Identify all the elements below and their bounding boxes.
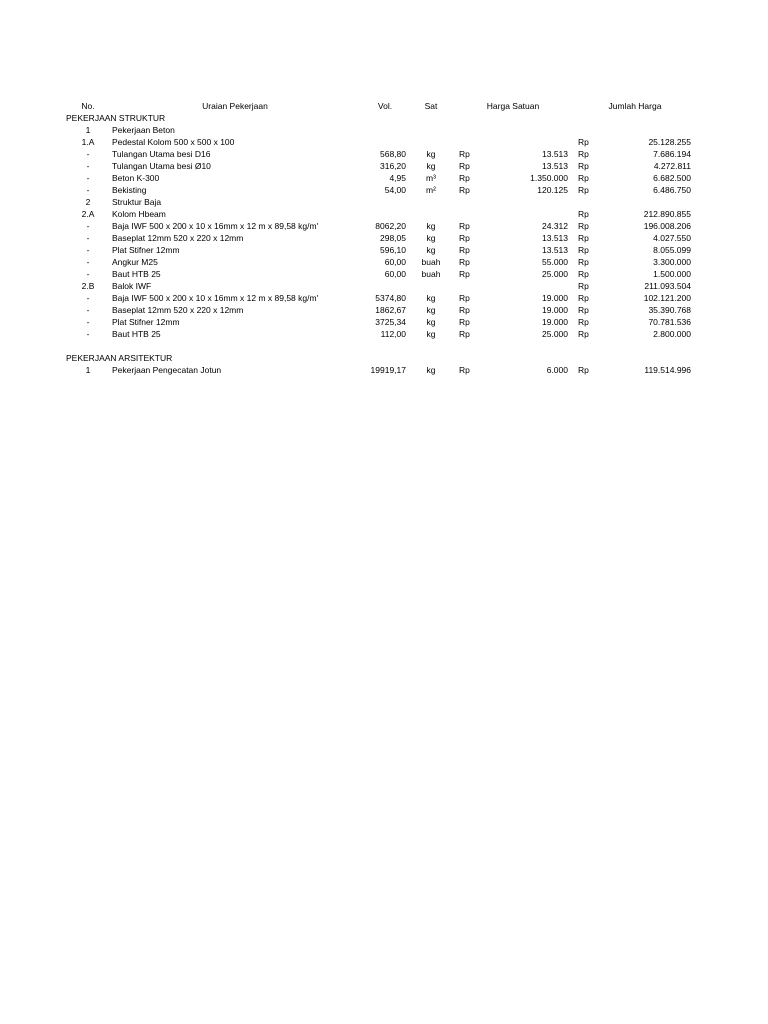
row-currency-total: Rp xyxy=(578,137,589,147)
row-volume: 19919,17 xyxy=(370,365,406,375)
row-total-price: 196.008.206 xyxy=(643,221,691,231)
section-title-row xyxy=(0,352,768,364)
row-volume: 8062,20 xyxy=(375,221,406,231)
table-row xyxy=(0,148,768,160)
table-row xyxy=(0,256,768,268)
row-no: - xyxy=(86,221,90,231)
table-body xyxy=(0,112,768,376)
table-row xyxy=(0,160,768,172)
row-description: Angkur M25 xyxy=(112,257,158,267)
row-no: - xyxy=(86,317,90,327)
row-currency-unit-price: Rp xyxy=(459,329,470,339)
row-volume: 4,95 xyxy=(389,173,406,183)
row-unit-price: 13.513 xyxy=(542,233,568,243)
row-description: Pekerjaan Pengecatan Jotun xyxy=(112,365,222,375)
table-row xyxy=(0,124,768,136)
row-no: 2 xyxy=(85,197,91,207)
table-row xyxy=(0,232,768,244)
row-currency-total: Rp xyxy=(578,317,589,327)
row-total-price: 1.500.000 xyxy=(653,269,691,279)
table-row xyxy=(0,196,768,208)
row-total-price: 102.121.200 xyxy=(643,293,691,303)
row-description: Struktur Baja xyxy=(112,197,162,207)
row-total-price: 212.890.855 xyxy=(643,209,691,219)
row-no: 1.A xyxy=(81,137,95,147)
row-currency-unit-price: Rp xyxy=(459,185,470,195)
row-total-price: 119.514.996 xyxy=(644,365,691,375)
row-volume: 5374,80 xyxy=(375,293,406,303)
row-no: - xyxy=(86,161,90,171)
row-no: 2.B xyxy=(81,281,95,291)
row-currency-total: Rp xyxy=(578,149,589,159)
row-no: - xyxy=(86,293,90,303)
row-currency-unit-price: Rp xyxy=(459,245,470,255)
row-description: Balok IWF xyxy=(112,281,152,291)
section-spacer xyxy=(0,340,768,352)
header-no: No. xyxy=(81,101,95,111)
row-total-price: 3.300.000 xyxy=(653,257,691,267)
row-currency-unit-price: Rp xyxy=(459,269,470,279)
row-volume: 54,00 xyxy=(384,185,406,195)
section-title: PEKERJAAN STRUKTUR xyxy=(66,113,166,123)
row-total-price: 2.800.000 xyxy=(653,329,691,339)
table-row xyxy=(0,364,768,376)
row-no: - xyxy=(86,257,90,267)
table-row xyxy=(0,268,768,280)
row-no: - xyxy=(86,185,90,195)
row-no: - xyxy=(86,233,90,243)
row-unit: m³ xyxy=(426,173,436,183)
row-volume: 112,00 xyxy=(380,329,406,339)
row-currency-unit-price: Rp xyxy=(459,293,470,303)
row-currency-total: Rp xyxy=(578,173,589,183)
row-volume: 1862,67 xyxy=(375,305,406,315)
header-sat: Sat xyxy=(424,101,438,111)
header-harga-satuan: Harga Satuan xyxy=(486,101,540,111)
row-unit-price: 19.000 xyxy=(542,305,568,315)
row-unit: buah xyxy=(421,257,441,267)
row-unit: kg xyxy=(426,161,436,171)
row-currency-unit-price: Rp xyxy=(459,149,470,159)
table-row xyxy=(0,244,768,256)
row-unit-price: 19.000 xyxy=(542,317,568,327)
row-description: Kolom Hbeam xyxy=(112,209,166,219)
row-total-price: 6.682.500 xyxy=(653,173,691,183)
row-unit-price: 25.000 xyxy=(542,329,568,339)
table-row xyxy=(0,316,768,328)
row-total-price: 6.486.750 xyxy=(653,185,691,195)
table-row xyxy=(0,172,768,184)
row-unit: kg xyxy=(426,317,436,327)
row-currency-total: Rp xyxy=(578,365,589,375)
row-currency-total: Rp xyxy=(578,185,589,195)
table-row xyxy=(0,220,768,232)
row-description: Bekisting xyxy=(112,185,147,195)
row-no: - xyxy=(86,269,90,279)
row-unit: kg xyxy=(426,329,436,339)
row-description: Baut HTB 25 xyxy=(112,329,161,339)
row-currency-total: Rp xyxy=(578,305,589,315)
row-unit-price: 13.513 xyxy=(542,245,568,255)
header-vol: Vol. xyxy=(377,101,393,111)
row-no: 2.A xyxy=(81,209,95,219)
row-volume: 298,05 xyxy=(380,233,406,243)
row-currency-total: Rp xyxy=(578,161,589,171)
row-unit: kg xyxy=(426,293,436,303)
row-currency-unit-price: Rp xyxy=(459,161,470,171)
row-total-price: 70.781.536 xyxy=(648,317,691,327)
row-description: Plat Stifner 12mm xyxy=(112,245,180,255)
row-no: 1 xyxy=(85,365,91,375)
row-currency-unit-price: Rp xyxy=(459,257,470,267)
row-volume: 3725,34 xyxy=(375,317,406,327)
table-row xyxy=(0,184,768,196)
row-unit-price: 6.000 xyxy=(546,365,568,375)
row-description: Baut HTB 25 xyxy=(112,269,161,279)
row-unit-price: 13.513 xyxy=(542,161,568,171)
header-row xyxy=(0,100,768,112)
row-description: Pedestal Kolom 500 x 500 x 100 xyxy=(112,137,235,147)
row-no: - xyxy=(86,245,90,255)
section-title: PEKERJAAN ARSITEKTUR xyxy=(66,353,173,363)
row-volume: 568,80 xyxy=(380,149,406,159)
row-currency-total: Rp xyxy=(578,221,589,231)
row-description: Tulangan Utama besi Ø10 xyxy=(112,161,211,171)
row-no: - xyxy=(86,149,90,159)
row-unit: m² xyxy=(426,185,436,195)
row-description: Baja IWF 500 x 200 x 10 x 16mm x 12 m x 89,58 kg/m' xyxy=(112,221,319,231)
row-unit: kg xyxy=(426,221,436,231)
row-description: Tulangan Utama besi D16 xyxy=(112,149,211,159)
row-total-price: 211.093.504 xyxy=(644,281,691,291)
row-unit: kg xyxy=(426,245,436,255)
row-total-price: 4.272.811 xyxy=(653,161,691,171)
row-total-price: 25.128.255 xyxy=(648,137,691,147)
header-uraian: Uraian Pekerjaan xyxy=(202,101,268,111)
table-row xyxy=(0,136,768,148)
row-currency-total: Rp xyxy=(578,245,589,255)
row-unit-price: 120.125 xyxy=(537,185,568,195)
row-currency-total: Rp xyxy=(578,233,589,243)
row-total-price: 8.055.099 xyxy=(653,245,691,255)
row-description: Plat Stifner 12mm xyxy=(112,317,180,327)
row-volume: 60,00 xyxy=(384,269,406,279)
row-unit: kg xyxy=(426,149,436,159)
row-currency-unit-price: Rp xyxy=(459,233,470,243)
row-description: Pekerjaan Beton xyxy=(112,125,175,135)
row-unit-price: 24.312 xyxy=(542,221,568,231)
row-volume: 60,00 xyxy=(384,257,406,267)
row-no: - xyxy=(86,305,90,315)
row-total-price: 4.027.550 xyxy=(653,233,691,243)
row-currency-total: Rp xyxy=(578,257,589,267)
row-no: 1 xyxy=(85,125,91,135)
table-row xyxy=(0,292,768,304)
row-unit-price: 1.350.000 xyxy=(530,173,568,183)
row-currency-unit-price: Rp xyxy=(459,221,470,231)
row-total-price: 35.390.768 xyxy=(648,305,691,315)
row-no: - xyxy=(86,173,90,183)
cost-sheet xyxy=(0,100,768,376)
row-currency-unit-price: Rp xyxy=(459,365,470,375)
row-description: Baseplat 12mm 520 x 220 x 12mm xyxy=(112,305,244,315)
table-row xyxy=(0,328,768,340)
row-description: Baja IWF 500 x 200 x 10 x 16mm x 12 m x 89,58 kg/m' xyxy=(112,293,319,303)
row-total-price: 7.686.194 xyxy=(653,149,691,159)
row-currency-total: Rp xyxy=(578,329,589,339)
row-unit-price: 19.000 xyxy=(542,293,568,303)
row-no: - xyxy=(86,329,90,339)
row-unit-price: 13.513 xyxy=(542,149,568,159)
row-currency-total: Rp xyxy=(578,281,589,291)
row-currency-total: Rp xyxy=(578,293,589,303)
row-currency-total: Rp xyxy=(578,269,589,279)
row-description: Beton K-300 xyxy=(112,173,160,183)
row-unit: kg xyxy=(426,233,436,243)
row-currency-unit-price: Rp xyxy=(459,317,470,327)
table-row xyxy=(0,304,768,316)
row-unit: kg xyxy=(426,305,436,315)
row-unit: buah xyxy=(421,269,441,279)
row-currency-unit-price: Rp xyxy=(459,173,470,183)
row-unit: kg xyxy=(426,365,436,375)
table-row xyxy=(0,208,768,220)
row-unit-price: 25.000 xyxy=(542,269,568,279)
row-currency-total: Rp xyxy=(578,209,589,219)
section-title-row xyxy=(0,112,768,124)
header-jumlah-harga: Jumlah Harga xyxy=(608,101,662,111)
row-description: Baseplat 12mm 520 x 220 x 12mm xyxy=(112,233,244,243)
row-volume: 596,10 xyxy=(380,245,406,255)
row-currency-unit-price: Rp xyxy=(459,305,470,315)
row-volume: 316,20 xyxy=(380,161,406,171)
row-unit-price: 55.000 xyxy=(542,257,568,267)
table-row xyxy=(0,280,768,292)
